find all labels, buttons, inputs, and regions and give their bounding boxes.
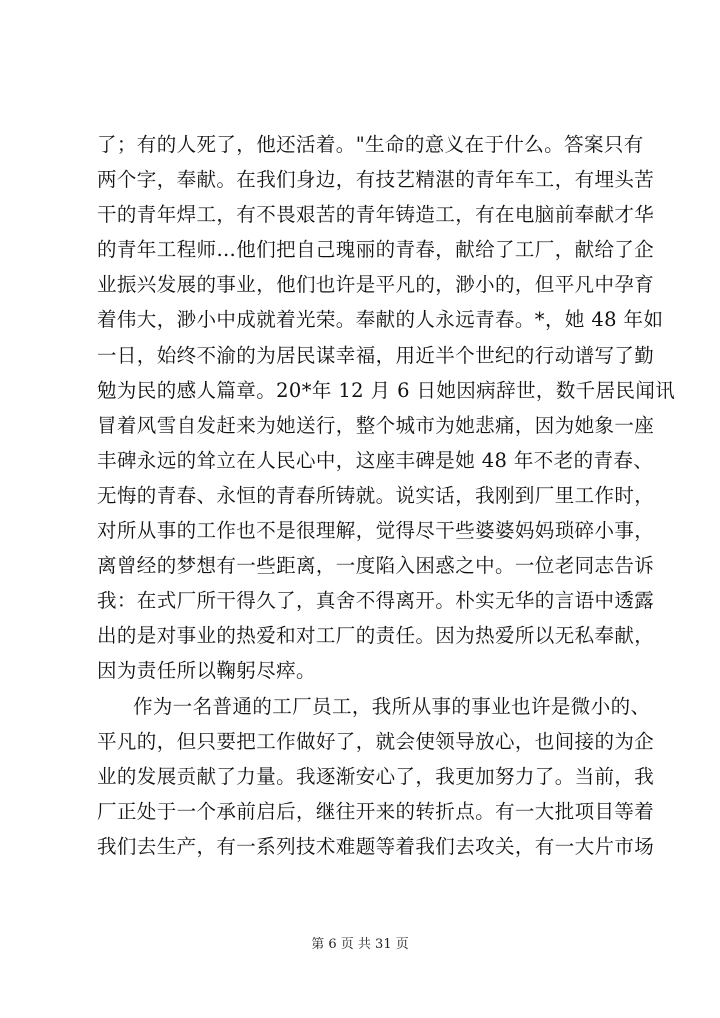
text-line: 平凡的，但只要把工作做好了，就会使领导放心，也间接的为企 [97, 729, 655, 753]
text-line: 了；有的人死了，他还活着。"生命的意义在于什么。答案只有 [97, 133, 644, 156]
paragraph-first-line: 作为一名普通的工厂员工，我所从事的事业也许是微小的、 [133, 694, 651, 718]
text-line: 着伟大，渺小中成就着光荣。奉献的人永远青春。*，她 48 年如 [97, 308, 664, 332]
text-line: 厂正处于一个承前启后，继往开来的转折点。有一大批项目等着 [97, 799, 655, 823]
text-line: 冒着风雪自发赶来为她送行，整个城市为她悲痛，因为她象一座 [97, 413, 655, 437]
text-line: 出的是对事业的热爱和对工厂的责任。因为热爱所以无私奉献， [97, 624, 655, 648]
text-line: 业的发展贡献了力量。我逐渐安心了，我更加努力了。当前，我 [97, 764, 655, 788]
page-number: 第 6 页 共 31 页 [311, 937, 409, 952]
text-line: 我们去生产，有一系列技术难题等着我们去攻关，有一大片市场 [97, 834, 655, 858]
text-line: 业振兴发展的事业，他们也许是平凡的，渺小的，但平凡中孕育 [97, 273, 655, 297]
page-footer [0, 936, 720, 954]
text-line: 的青年工程师…他们把自己瑰丽的青春，献给了工厂，献给了企 [97, 238, 655, 262]
text-line: 丰碑永远的耸立在人民心中，这座丰碑是她 48 年不老的青春、 [97, 448, 654, 472]
text-line: 离曾经的梦想有一些距离，一度陷入困惑之中。一位老同志告诉 [97, 554, 655, 578]
body-text [97, 127, 676, 864]
text-line: 干的青年焊工，有不畏艰苦的青年铸造工，有在电脑前奉献才华 [97, 203, 655, 227]
text-line: 一日，始终不渝的为居民谋幸福，用近半个世纪的行动谱写了勤 [97, 343, 655, 367]
text-line: 因为责任所以鞠躬尽瘁。 [97, 659, 316, 683]
text-line: 我：在式厂所干得久了，真舍不得离开。朴实无华的言语中透露 [97, 589, 655, 613]
text-line: 无悔的青春、永恒的青春所铸就。说实话，我刚到厂里工作时， [97, 483, 655, 507]
text-line: 两个字，奉献。在我们身边，有技艺精湛的青年车工，有埋头苦 [97, 168, 655, 192]
text-line: 勉为民的感人篇章。20*年 12 月 6 日她因病辞世，数千居民闻讯 [97, 378, 676, 402]
text-line: 对所从事的工作也不是很理解，觉得尽干些婆婆妈妈琐碎小事， [97, 519, 655, 543]
